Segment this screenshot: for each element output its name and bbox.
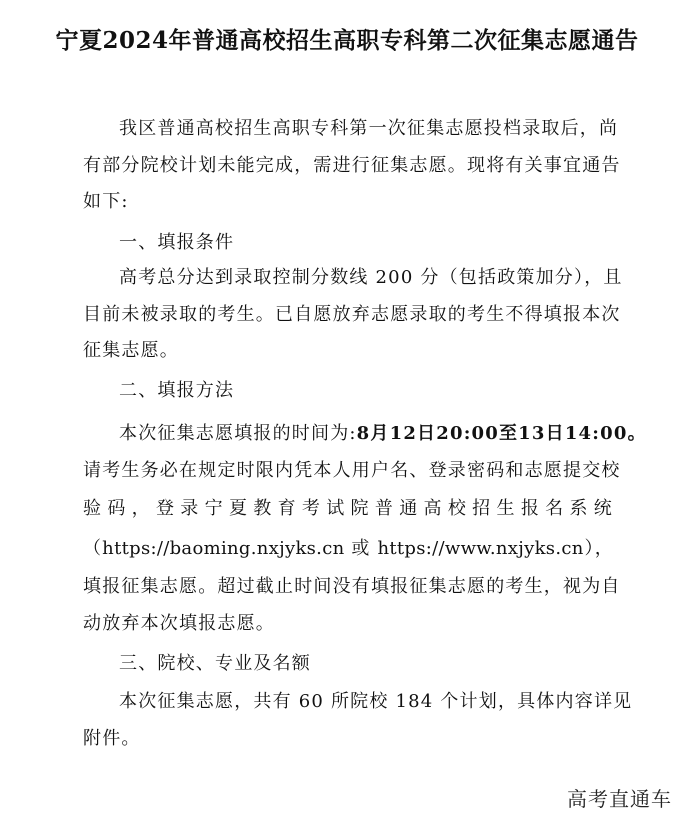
section2-time-prefix: 本次征集志愿填报的时间为:: [119, 423, 357, 444]
section2-line-1: [119, 421, 647, 447]
section1-line-1: 高考总分达到录取控制分数线 200 分（包括政策加分），且: [119, 267, 623, 288]
section3-line-1: 本次征集志愿，共有 60 所院校 184 个计划，具体内容详见: [119, 691, 633, 712]
section2-line-6: 动放弃本次填报志愿。: [83, 613, 275, 634]
watermark-logo-text: 高考直通车: [567, 787, 672, 811]
document-title: 宁夏2024年普通高校招生高职专科第二次征集志愿通告: [55, 27, 639, 54]
section2-time-window: 8月12日20:00至13日14:00。: [356, 423, 647, 444]
section3-heading: 三、院校、专业及名额: [119, 653, 311, 674]
section2-line-urls: （https://baoming.nxjyks.cn 或 https://www.nxjyks.cn），: [83, 538, 613, 559]
section2-line-5: 填报征集志愿。超过截止时间没有填报征集志愿的考生，视为自: [83, 576, 621, 597]
section2-line-3: 验码，登录宁夏教育考试院普通高校招生报名系统: [83, 498, 613, 519]
section3-line-2: 附件。: [83, 728, 141, 749]
section2-line-2: 请考生务必在规定时限内凭本人用户名、登录密码和志愿提交校: [83, 460, 621, 481]
intro-line-2: 有部分院校计划未能完成，需进行征集志愿。现将有关事宜通告: [83, 155, 621, 176]
section1-line-2: 目前未被录取的考生。已自愿放弃志愿录取的考生不得填报本次: [83, 304, 621, 325]
intro-line-1: 我区普通高校招生高职专科第一次征集志愿投档录取后，尚: [119, 118, 619, 139]
section1-line-3: 征集志愿。: [83, 340, 179, 361]
section2-heading: 二、填报方法: [119, 380, 235, 401]
section1-heading: 一、填报条件: [119, 232, 235, 253]
intro-line-3: 如下:: [83, 191, 129, 212]
